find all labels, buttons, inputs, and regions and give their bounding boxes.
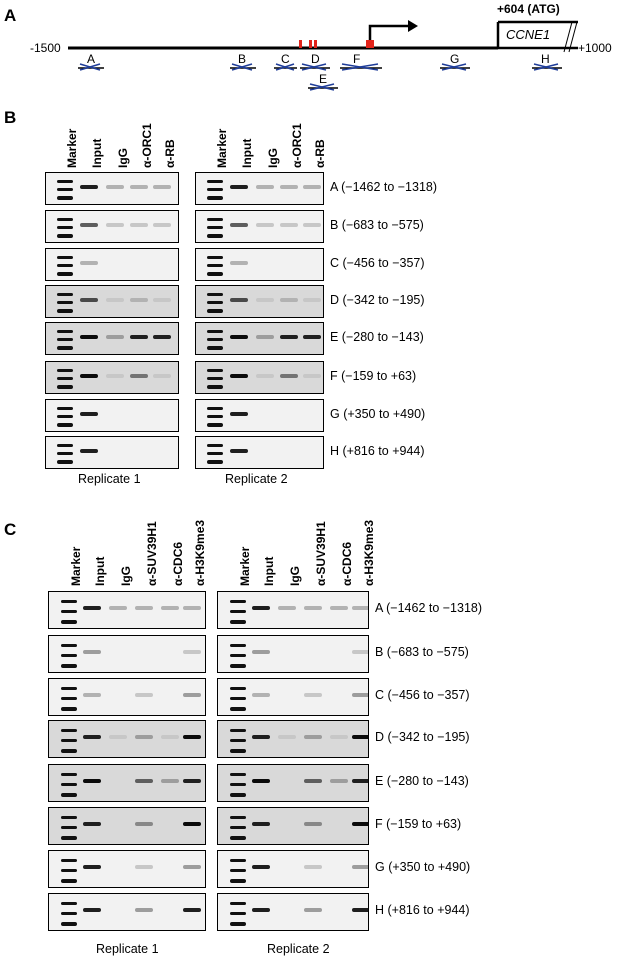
marker-band [230, 826, 246, 829]
marker-band [230, 816, 246, 819]
marker-band [57, 338, 73, 341]
pcr-band [153, 223, 171, 227]
marker-band [207, 444, 223, 447]
marker-band [57, 369, 73, 372]
marker-band [207, 330, 223, 333]
gene-name: CCNE1 [506, 27, 551, 42]
marker-band [61, 610, 77, 613]
pcr-band [252, 865, 270, 869]
marker-band [57, 218, 73, 221]
pcr-band [135, 693, 153, 697]
replicate-label: Replicate 1 [78, 472, 141, 486]
column-header: α-ORC1 [140, 123, 154, 168]
gel-image [48, 591, 206, 629]
marker-band [207, 377, 223, 380]
marker-band [61, 879, 77, 883]
marker-band [207, 226, 223, 229]
marker-band [57, 293, 73, 296]
pcr-band [303, 298, 321, 302]
pcr-band [256, 335, 274, 339]
marker-band [230, 620, 246, 624]
marker-band [61, 644, 77, 647]
column-header: Marker [69, 546, 83, 586]
gel-image [195, 210, 324, 243]
primer-label-f: F [353, 52, 361, 66]
gel-image [217, 591, 369, 629]
column-header: α-RB [313, 139, 327, 168]
marker-band [57, 309, 73, 313]
pcr-band [106, 335, 124, 339]
marker-band [61, 783, 77, 786]
primer-label-d: D [311, 52, 320, 66]
pcr-band [230, 223, 248, 227]
gel-image [195, 172, 324, 205]
pcr-band [352, 693, 369, 697]
pcr-band [130, 298, 148, 302]
pcr-band [230, 298, 248, 302]
pcr-band [304, 865, 322, 869]
cpg-mark [299, 40, 302, 48]
marker-band [230, 773, 246, 776]
marker-band [57, 423, 73, 427]
gel-image [48, 764, 206, 802]
gel-image [45, 361, 179, 394]
column-header: α-H3K9me3 [362, 519, 376, 586]
column-header: Input [90, 138, 104, 168]
cpg-mark [309, 40, 312, 48]
pcr-band [83, 606, 101, 610]
gel-image [195, 399, 324, 432]
region-label: D (−342 to −195) [375, 730, 470, 744]
panel-c-letter: C [4, 520, 17, 539]
column-header: α-H3K9me3 [193, 519, 207, 586]
pcr-band [278, 735, 296, 739]
marker-band [61, 816, 77, 819]
pcr-band [183, 865, 201, 869]
region-label: H (+816 to +944) [330, 443, 425, 458]
marker-band [230, 902, 246, 905]
gel-image [48, 678, 206, 716]
gel-image [45, 172, 179, 205]
marker-band [207, 460, 223, 464]
pcr-band [352, 865, 369, 869]
region-label: B (−683 to −575) [375, 645, 469, 659]
marker-band [207, 264, 223, 267]
marker-band [207, 188, 223, 191]
pcr-band [135, 606, 153, 610]
marker-band [57, 346, 73, 350]
marker-band [230, 729, 246, 732]
pcr-band [83, 865, 101, 869]
marker-band [61, 836, 77, 840]
marker-band [207, 385, 223, 389]
pcr-band [161, 606, 179, 610]
gel-image [48, 720, 206, 758]
column-header: IgG [119, 566, 133, 586]
pcr-band [135, 822, 153, 826]
gel-image [195, 285, 324, 318]
marker-band [57, 415, 73, 418]
gel-image [45, 436, 179, 469]
pcr-band [106, 298, 124, 302]
pcr-band [252, 606, 270, 610]
marker-band [230, 697, 246, 700]
marker-band [207, 346, 223, 350]
primer-label-a: A [87, 52, 96, 66]
gel-image [217, 635, 369, 673]
pcr-band [109, 606, 127, 610]
replicate-label: Replicate 2 [267, 942, 330, 956]
pcr-band [352, 908, 369, 912]
pcr-band [252, 735, 270, 739]
pcr-band [304, 735, 322, 739]
marker-band [61, 620, 77, 624]
pcr-band [80, 223, 98, 227]
marker-band [230, 664, 246, 668]
region-label: H (+816 to +944) [375, 903, 470, 917]
marker-band [207, 407, 223, 410]
marker-band [61, 859, 77, 862]
column-header: α-RB [163, 139, 177, 168]
pcr-band [230, 261, 248, 265]
marker-band [61, 902, 77, 905]
marker-band [207, 218, 223, 221]
pcr-band [256, 298, 274, 302]
pcr-band [304, 908, 322, 912]
marker-band [57, 256, 73, 259]
primer-label-h: H [541, 52, 550, 66]
pcr-band [304, 693, 322, 697]
region-label: C (−456 to −357) [375, 688, 470, 702]
marker-band [230, 654, 246, 657]
pcr-band [130, 185, 148, 189]
left-coordinate: -1500 [30, 41, 61, 55]
marker-band [207, 256, 223, 259]
panel-b-letter: B [4, 108, 17, 127]
marker-band [57, 377, 73, 380]
region-label: E (−280 to −143) [330, 329, 424, 344]
column-header: α-CDC6 [340, 541, 354, 586]
marker-band [61, 922, 77, 926]
pcr-band [183, 779, 201, 783]
pcr-band [161, 779, 179, 783]
pcr-band [80, 335, 98, 339]
pcr-band [256, 223, 274, 227]
pcr-band [352, 735, 369, 739]
pcr-band [83, 822, 101, 826]
marker-band [207, 423, 223, 427]
column-header: Input [93, 556, 107, 586]
marker-band [57, 264, 73, 267]
pcr-band [278, 606, 296, 610]
pcr-band [83, 908, 101, 912]
marker-band [57, 444, 73, 447]
primer-label-e: E [319, 72, 328, 86]
pcr-band [135, 735, 153, 739]
marker-band [230, 739, 246, 742]
pcr-band [280, 374, 298, 378]
pcr-band [80, 298, 98, 302]
pcr-band [80, 374, 98, 378]
gel-image [48, 807, 206, 845]
gel-image [45, 322, 179, 355]
right-coordinate: +1000 [578, 41, 612, 55]
marker-band [230, 869, 246, 872]
marker-band [207, 415, 223, 418]
pcr-band [230, 374, 248, 378]
marker-band [230, 749, 246, 753]
replicate-label: Replicate 1 [96, 942, 159, 956]
gel-image [195, 248, 324, 281]
pcr-band [153, 185, 171, 189]
pcr-band [252, 822, 270, 826]
pcr-band [130, 374, 148, 378]
column-header: Marker [215, 128, 229, 168]
marker-band [57, 234, 73, 238]
column-header: IgG [266, 148, 280, 168]
gel-image [195, 436, 324, 469]
pcr-band [130, 335, 148, 339]
column-header: α-ORC1 [290, 123, 304, 168]
pcr-band [352, 650, 369, 654]
marker-band [57, 407, 73, 410]
pcr-band [130, 223, 148, 227]
pcr-band [135, 908, 153, 912]
pcr-band [135, 865, 153, 869]
marker-band [207, 338, 223, 341]
marker-band [61, 654, 77, 657]
column-header: α-SUV39H1 [145, 521, 159, 586]
pcr-band [183, 908, 201, 912]
pcr-band [83, 650, 101, 654]
marker-band [230, 610, 246, 613]
gel-image [217, 850, 369, 888]
pcr-band [303, 335, 321, 339]
marker-band [230, 793, 246, 797]
marker-band [61, 707, 77, 711]
pcr-band [80, 449, 98, 453]
pcr-band [330, 735, 348, 739]
pcr-band [161, 735, 179, 739]
column-header: Marker [238, 546, 252, 586]
pcr-band [80, 185, 98, 189]
pcr-band [109, 735, 127, 739]
pcr-band [252, 693, 270, 697]
pcr-band [303, 185, 321, 189]
region-label: A (−1462 to −1318) [375, 601, 483, 615]
gel-image [217, 893, 369, 931]
pcr-band [280, 185, 298, 189]
replicate-label: Replicate 2 [225, 472, 288, 486]
marker-band [207, 196, 223, 200]
marker-band [230, 600, 246, 603]
marker-band [61, 664, 77, 668]
marker-band [230, 922, 246, 926]
gel-image [45, 285, 179, 318]
marker-band [61, 869, 77, 872]
gel-image [217, 678, 369, 716]
pcr-band [153, 298, 171, 302]
pcr-band [183, 650, 201, 654]
marker-band [230, 859, 246, 862]
pcr-band [106, 185, 124, 189]
marker-band [230, 783, 246, 786]
pcr-band [280, 335, 298, 339]
column-header: α-CDC6 [171, 541, 185, 586]
region-label: E (−280 to −143) [375, 774, 469, 788]
pcr-band [256, 185, 274, 189]
gel-image [48, 850, 206, 888]
marker-band [61, 749, 77, 753]
marker-band [57, 196, 73, 200]
pcr-band [83, 779, 101, 783]
column-header: IgG [288, 566, 302, 586]
region-label: C (−456 to −357) [330, 255, 425, 270]
primer-label-g: G [450, 52, 460, 66]
pcr-band [256, 374, 274, 378]
cpg-mark [366, 40, 374, 48]
region-label: D (−342 to −195) [330, 292, 425, 307]
gel-image [217, 720, 369, 758]
pcr-band [303, 374, 321, 378]
pcr-band [352, 822, 369, 826]
marker-band [61, 793, 77, 797]
pcr-band [230, 412, 248, 416]
pcr-band [304, 779, 322, 783]
cpg-mark [314, 40, 317, 48]
pcr-band [230, 335, 248, 339]
pcr-band [252, 779, 270, 783]
region-label: A (−1462 to −1318) [330, 179, 438, 194]
column-header: Marker [65, 128, 79, 168]
marker-band [230, 879, 246, 883]
marker-band [61, 826, 77, 829]
pcr-band [153, 374, 171, 378]
pcr-band [252, 650, 270, 654]
gel-image [45, 210, 179, 243]
pcr-band [352, 606, 369, 610]
primer-label-b: B [238, 52, 247, 66]
pcr-band [183, 693, 201, 697]
gel-image [195, 322, 324, 355]
marker-band [61, 729, 77, 732]
pcr-band [183, 606, 201, 610]
region-label: B (−683 to −575) [330, 217, 424, 232]
marker-band [61, 600, 77, 603]
panel-a-letter: A [4, 6, 17, 25]
pcr-band [153, 335, 171, 339]
pcr-band [304, 606, 322, 610]
column-header: Input [262, 556, 276, 586]
marker-band [207, 301, 223, 304]
pcr-band [183, 822, 201, 826]
pcr-band [183, 735, 201, 739]
marker-band [207, 272, 223, 276]
atg-label: +604 (ATG) [497, 2, 560, 16]
marker-band [57, 330, 73, 333]
pcr-band [352, 779, 369, 783]
pcr-band [106, 374, 124, 378]
marker-band [57, 385, 73, 389]
gel-image [217, 764, 369, 802]
marker-band [57, 460, 73, 464]
pcr-band [80, 412, 98, 416]
pcr-band [330, 606, 348, 610]
marker-band [207, 309, 223, 313]
column-header: Input [240, 138, 254, 168]
marker-band [57, 272, 73, 276]
region-label: G (+350 to +490) [330, 406, 426, 421]
marker-band [57, 452, 73, 455]
marker-band [230, 687, 246, 690]
marker-band [57, 301, 73, 304]
gel-image [217, 807, 369, 845]
marker-band [230, 707, 246, 711]
gel-image [45, 248, 179, 281]
pcr-band [106, 223, 124, 227]
pcr-band [83, 735, 101, 739]
primer-label-c: C [281, 52, 290, 66]
pcr-band [330, 779, 348, 783]
marker-band [57, 180, 73, 183]
pcr-band [280, 223, 298, 227]
gel-image [48, 893, 206, 931]
marker-band [57, 188, 73, 191]
pcr-band [230, 449, 248, 453]
marker-band [230, 644, 246, 647]
column-header: α-SUV39H1 [314, 521, 328, 586]
marker-band [61, 697, 77, 700]
gel-image [48, 635, 206, 673]
marker-band [207, 452, 223, 455]
marker-band [61, 739, 77, 742]
gel-image [195, 361, 324, 394]
pcr-band [303, 223, 321, 227]
marker-band [61, 687, 77, 690]
pcr-band [280, 298, 298, 302]
marker-band [207, 369, 223, 372]
marker-band [207, 180, 223, 183]
marker-band [207, 293, 223, 296]
marker-band [61, 773, 77, 776]
pcr-band [80, 261, 98, 265]
pcr-band [83, 693, 101, 697]
region-label: F (−159 to +63) [330, 368, 417, 383]
marker-band [207, 234, 223, 238]
marker-band [61, 912, 77, 915]
marker-band [57, 226, 73, 229]
marker-band [230, 912, 246, 915]
pcr-band [304, 822, 322, 826]
marker-band [230, 836, 246, 840]
pcr-band [252, 908, 270, 912]
pcr-band [135, 779, 153, 783]
region-label: G (+350 to +490) [375, 860, 471, 874]
pcr-band [230, 185, 248, 189]
gel-image [45, 399, 179, 432]
column-header: IgG [116, 148, 130, 168]
region-label: F (−159 to +63) [375, 817, 462, 831]
